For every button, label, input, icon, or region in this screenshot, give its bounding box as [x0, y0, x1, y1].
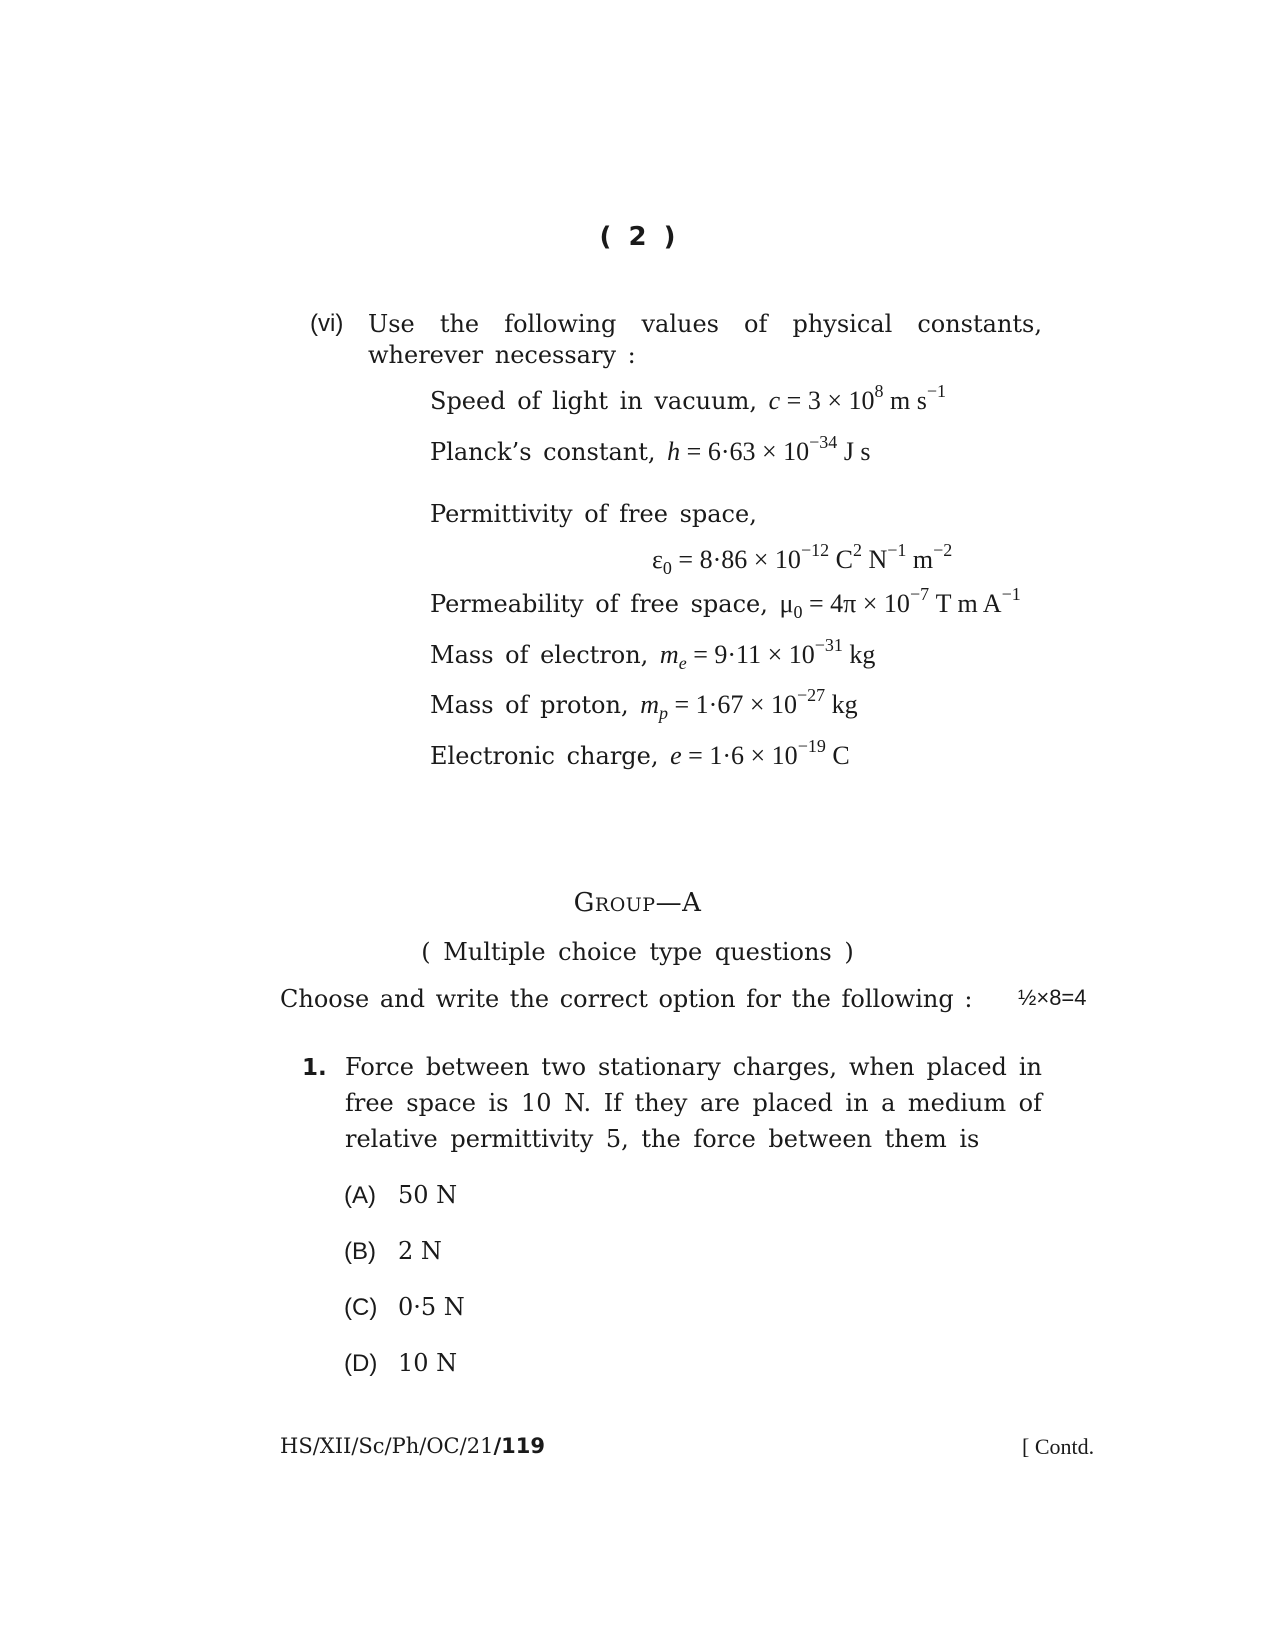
constant-exponent: −34 — [809, 432, 838, 452]
option-text: 50 N — [398, 1181, 458, 1209]
option-label: (A) — [344, 1182, 376, 1209]
option-label: (B) — [344, 1238, 376, 1265]
constant-unit: kg — [831, 690, 858, 719]
question-text-line-2: free space is 10 N. If they are placed in a medium of — [345, 1089, 1042, 1117]
constant-mantissa: 1·6 — [709, 741, 745, 770]
constant-expression: $\mu_0 = 4\pi \times 10^{-7}$ T m $A^{-1}$ — [779, 584, 1021, 622]
constant-permittivity-label: Permittivity of free space, — [430, 500, 757, 528]
constant-symbol: e — [670, 741, 682, 770]
section-instruction: Choose and write the correct option for the following : — [280, 985, 973, 1013]
option-text: 2 N — [398, 1237, 442, 1265]
constant-unit-exponent: −1 — [926, 381, 947, 401]
constant-symbol: μ — [779, 589, 794, 618]
question-number: 1. — [302, 1055, 327, 1081]
constant-expression: $h = 6\cdot 63 \times 10^{-34}$ J s — [667, 432, 871, 466]
constant-permeability — [430, 584, 1021, 622]
question-text-line-3: relative permittivity 5, the force between them is — [345, 1125, 980, 1153]
paper-code-prefix: HS/XII/Sc/Ph/OC/21 — [280, 1434, 494, 1458]
constant-unit: N — [868, 545, 888, 574]
constant-label: Mass of proton, — [430, 691, 629, 719]
group-heading-rest: ROUP — [594, 894, 656, 916]
option-c — [344, 1293, 465, 1322]
constant-exponent: −19 — [797, 736, 826, 756]
constant-planck — [430, 432, 871, 467]
continued-marker: [ Contd. — [1022, 1434, 1095, 1459]
constant-unit: C — [835, 545, 853, 574]
constant-symbol-subscript: p — [659, 703, 668, 723]
constant-label: Mass of electron, — [430, 641, 649, 669]
group-heading — [0, 888, 1275, 918]
instruction-text-line-1: Use the following values of physical constants, — [368, 310, 1042, 338]
constant-unit: J s — [843, 437, 871, 466]
group-heading-initial: G — [573, 888, 595, 918]
constant-unit: C — [832, 741, 850, 770]
constant-label: Electronic charge, — [430, 742, 659, 770]
constant-unit: kg — [849, 640, 876, 669]
constant-mantissa: 4π — [830, 589, 857, 618]
constant-exponent: −12 — [800, 540, 830, 560]
option-text: 0·5 N — [398, 1293, 465, 1321]
constant-mantissa: 6·63 — [707, 437, 756, 466]
constant-electronic-charge — [430, 736, 850, 771]
constant-expression: $m_e = 9\cdot 11 \times 10^{-31}$ kg — [659, 635, 876, 673]
constant-unit: T m A — [935, 589, 1002, 618]
group-subheading: ( Multiple choice type questions ) — [421, 938, 854, 966]
constant-permittivity-expression: $\varepsilon_0 = 8\cdot 86 \times 10^{-12}$ $C^2$ $N^{-1}$ $m^{-2}$ — [652, 540, 953, 578]
constant-symbol: ε — [652, 545, 663, 574]
option-label: (D) — [344, 1350, 378, 1377]
constant-expression: $e = 1\cdot 6 \times 10^{-19}$ C — [670, 736, 850, 770]
marks-allocation: ½×8=4 — [1018, 985, 1087, 1010]
constant-symbol: m — [659, 640, 679, 669]
constant-exponent: −31 — [814, 635, 843, 655]
constant-symbol: m — [640, 690, 659, 719]
constant-symbol-subscript: e — [678, 653, 687, 673]
group-heading-suffix: —A — [655, 888, 702, 918]
paper-code — [280, 1434, 545, 1458]
constant-unit-exponent: 2 — [852, 540, 862, 560]
constant-label: Permeability of free space, — [430, 590, 768, 618]
constant-symbol: c — [768, 386, 781, 415]
constant-mantissa: 3 — [807, 386, 821, 415]
paper-code-suffix: /119 — [493, 1434, 545, 1458]
constant-exponent: −7 — [909, 584, 930, 604]
page-number: ( 2 ) — [599, 222, 676, 252]
constant-electron-mass — [430, 635, 876, 673]
constant-mantissa: 8·86 — [699, 545, 748, 574]
constant-mantissa: 1·67 — [695, 690, 744, 719]
constant-symbol: h — [667, 437, 681, 466]
constant-exponent: 8 — [874, 381, 884, 401]
constant-unit: m — [912, 545, 934, 574]
option-label: (C) — [344, 1294, 378, 1321]
constant-symbol-subscript: 0 — [793, 602, 803, 622]
instruction-roman-label: (vi) — [310, 310, 344, 337]
constant-label: Speed of light in vacuum, — [430, 387, 757, 415]
option-text: 10 N — [398, 1349, 458, 1377]
option-d — [344, 1349, 457, 1378]
constant-exponent: −27 — [797, 685, 826, 705]
constant-unit-exponent: −2 — [933, 540, 953, 560]
constant-mantissa: 9·11 — [714, 640, 762, 669]
constant-speed-of-light — [430, 381, 947, 416]
constant-unit-exponent: −1 — [1001, 584, 1021, 604]
constant-symbol-subscript: 0 — [662, 558, 672, 578]
instruction-text-line-2: wherever necessary : — [368, 341, 636, 369]
question-text-line-1: Force between two stationary charges, when placed in — [345, 1053, 1042, 1081]
constant-proton-mass — [430, 685, 858, 723]
constant-unit: m s — [890, 386, 927, 415]
constant-expression: $m_p = 1\cdot 67 \times 10^{-27}$ kg — [640, 685, 858, 723]
option-b — [344, 1237, 442, 1266]
constant-expression: $c = 3 \times 10^8$ m $s^{-1}$ — [768, 381, 947, 415]
constant-label: Planck’s constant, — [430, 438, 656, 466]
constant-unit-exponent: −1 — [887, 540, 907, 560]
option-a — [344, 1181, 457, 1210]
